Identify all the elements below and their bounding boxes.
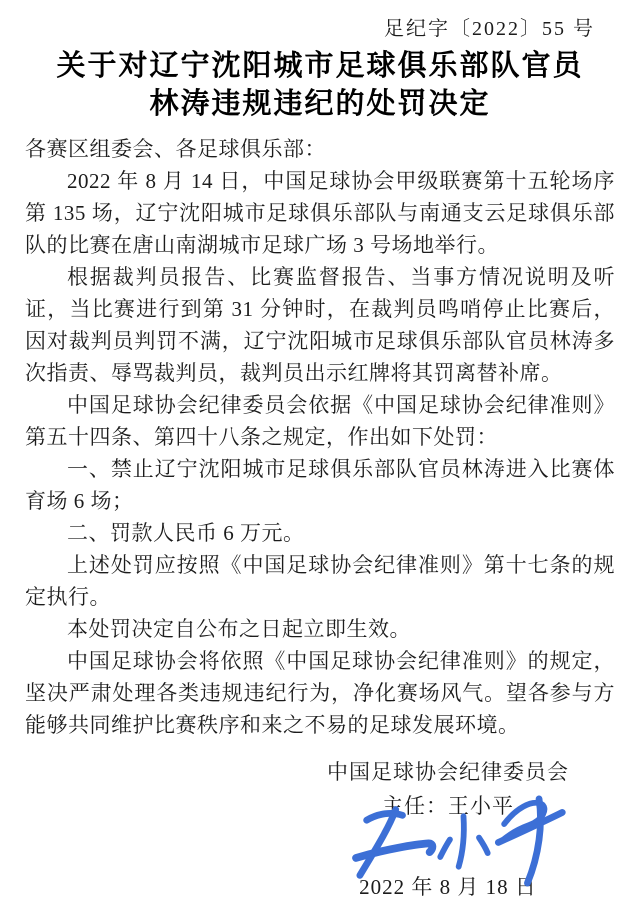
signing-organization: 中国足球协会纪律委员会 bbox=[327, 760, 569, 784]
paragraph-effective-date: 本处罚决定自公布之日起立即生效。 bbox=[67, 617, 411, 641]
signature-date: 2022 年 8 月 18 日 bbox=[359, 875, 537, 899]
paragraph-ruling-basis: 中国足球协会纪律委员会依据《中国足球协会纪律准则》第五十四条、第四十八条之规定，作出如下处罚： bbox=[25, 393, 615, 449]
paragraph-match-info: 2022 年 8 月 14 日，中国足球协会甲级联赛第十五轮场序第 135 场，辽宁沈阳城市足球俱乐部队与南通支云足球俱乐部队的比赛在唐山南湖城市足球广场 3 号场地举行。 bbox=[25, 169, 615, 257]
director-name-line: 主任：王小平 bbox=[382, 794, 514, 818]
document-title bbox=[0, 47, 640, 123]
paragraph-penalty-1: 一、禁止辽宁沈阳城市足球俱乐部队官员林涛进入比赛体育场 6 场； bbox=[25, 457, 615, 513]
signature-stroke bbox=[440, 840, 450, 857]
salutation: 各赛区组委会、各足球俱乐部： bbox=[25, 137, 326, 161]
paragraph-penalty-2: 二、罚款人民币 6 万元。 bbox=[67, 521, 305, 545]
signature-stroke bbox=[356, 843, 432, 858]
signature-stroke bbox=[459, 816, 464, 866]
document-body bbox=[0, 133, 640, 741]
paragraph-closing: 中国足球协会将依照《中国足球协会纪律准则》的规定，坚决严肃处理各类违规违纪行为，净化赛场风气。望各参与方能够共同维护比赛秩序和来之不易的足球发展环境。 bbox=[25, 649, 615, 737]
paragraph-incident: 根据裁判员报告、比赛监督报告、当事方情况说明及听证，当比赛进行到第 31 分钟时，在裁判员鸣哨停止比赛后，因对裁判员判罚不满，辽宁沈阳城市足球俱乐部队官员林涛多次指责、辱骂裁判员，裁判员出示红牌将其罚离替补席。 bbox=[25, 265, 615, 385]
document-title-line1: 关于对辽宁沈阳城市足球俱乐部队官员 bbox=[56, 50, 584, 82]
signature-stroke bbox=[479, 838, 488, 853]
document-title-line2: 林涛违规违纪的处罚决定 bbox=[149, 88, 491, 120]
doc-number: 足纪字〔2022〕55 号 bbox=[384, 18, 595, 40]
signature-block bbox=[320, 757, 576, 901]
paragraph-execution: 上述处罚应按照《中国足球协会纪律准则》第十七条的规定执行。 bbox=[25, 553, 615, 609]
